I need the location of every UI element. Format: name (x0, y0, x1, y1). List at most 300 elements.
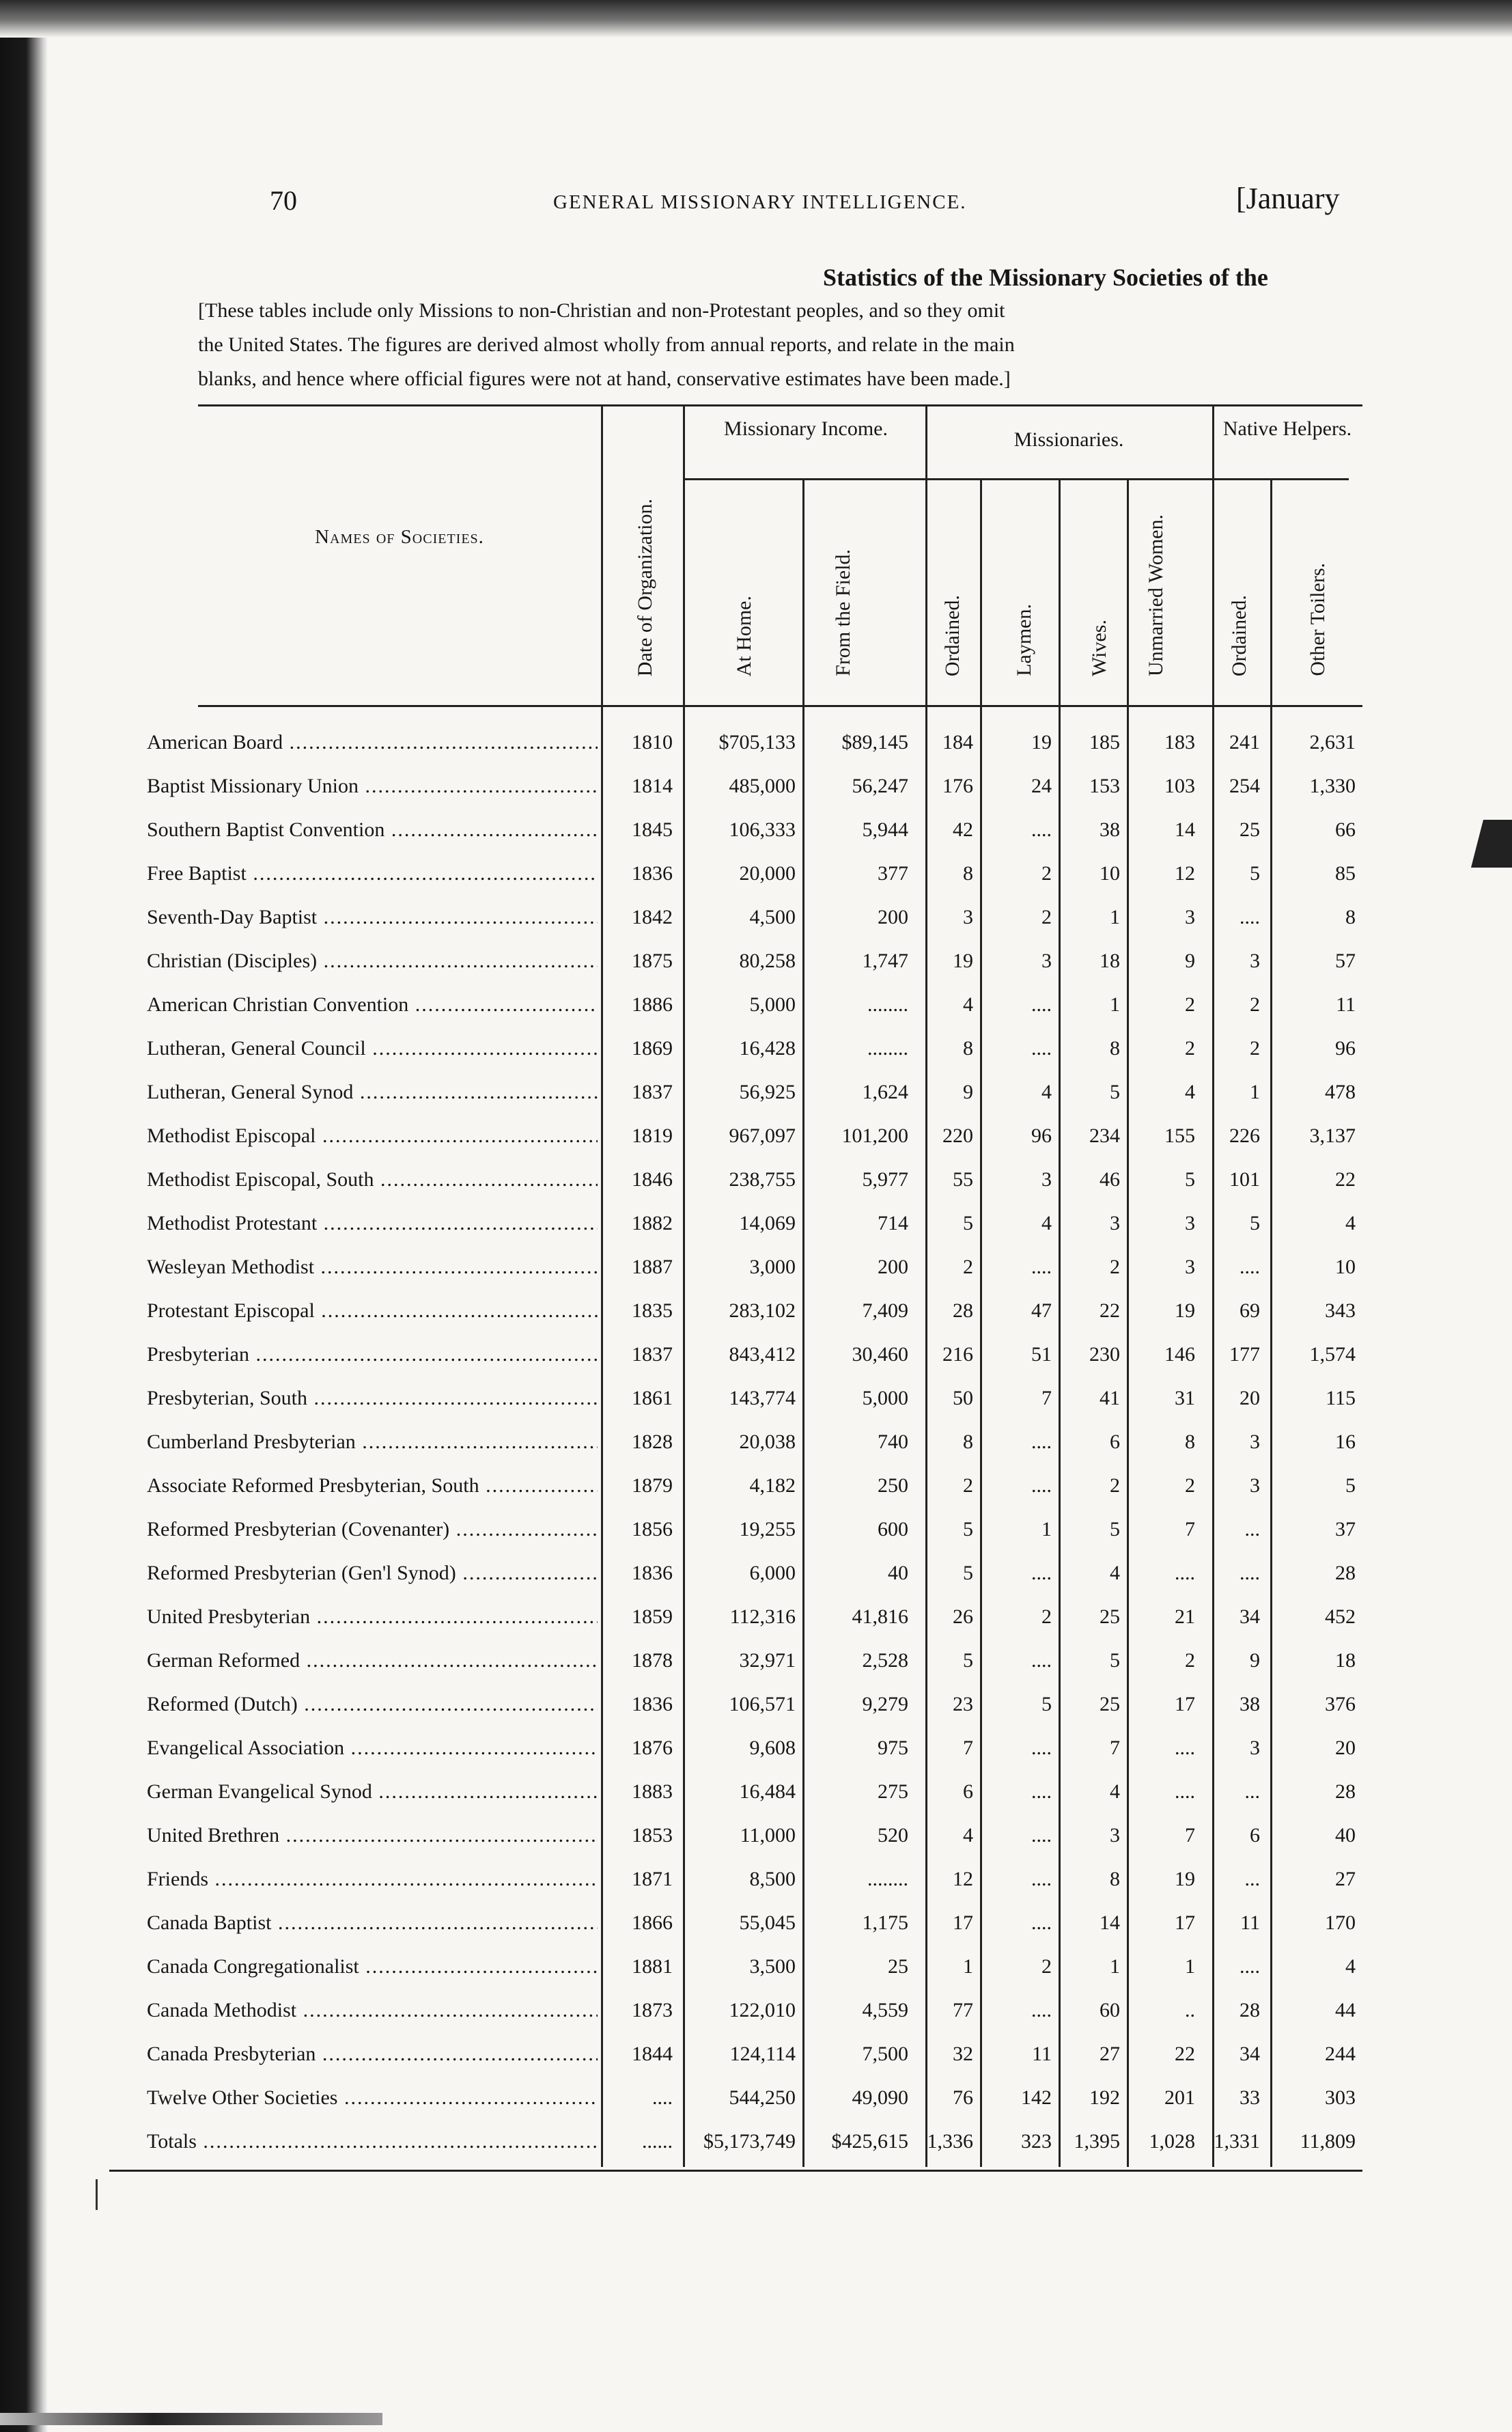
cell-wives: 153 (1089, 775, 1120, 797)
cell-society-name: American Board ..... (147, 731, 598, 754)
cell-ordained: 5 (963, 1518, 973, 1540)
cell-other-toilers: 40 (1335, 1824, 1356, 1847)
table-row (0, 1555, 1512, 1599)
cell-unmarried-women: 201 (1164, 2086, 1195, 2109)
cell-other-toilers: 57 (1335, 950, 1356, 972)
cell-ordained: 5 (963, 1212, 973, 1234)
totals-row (0, 2123, 1512, 2167)
cell-date: 1814 (632, 775, 673, 797)
cell-from-field: $89,145 (841, 731, 908, 754)
table-row (0, 1861, 1512, 1905)
cell-from-field: 49,090 (852, 2086, 908, 2109)
cell-laymen: .... (1031, 818, 1052, 841)
cell-other-toilers: 44 (1335, 1999, 1356, 2021)
cell-date: 1836 (632, 1693, 673, 1715)
cell-wives: 4 (1110, 1562, 1120, 1584)
cell-wives: 25 (1100, 1693, 1120, 1715)
cell-ordained: 77 (953, 1999, 973, 2021)
cell-from-field: 200 (878, 906, 908, 928)
cell-other-toilers: 1,574 (1309, 1343, 1356, 1366)
cell-wives: 27 (1100, 2043, 1120, 2065)
cell-laymen: 2 (1041, 1955, 1052, 1978)
cell-society-name: Wesleyan Methodist ..... (147, 1256, 598, 1279)
cell-society-name: American Christian Convention ..... (147, 993, 598, 1017)
cell-helpers-ordained: 9 (1250, 1649, 1260, 1672)
cell-society-name: Baptist Missionary Union ..... (147, 775, 598, 798)
cell-unmarried-women: 7 (1185, 1518, 1195, 1540)
table-row (0, 1205, 1512, 1249)
column-header-date: Date of Organization. (634, 498, 656, 676)
cell-wives: 2 (1110, 1256, 1120, 1278)
cell-society-name: Canada Congregationalist ..... (147, 1955, 598, 1978)
cell-society-name: Christian (Disciples) ..... (147, 950, 598, 973)
cell-other-toilers: 4 (1345, 1212, 1356, 1234)
table-row (0, 1905, 1512, 1948)
cell-date: 1887 (632, 1256, 673, 1278)
cell-ordained: 55 (953, 1168, 973, 1191)
cell-ordained: 28 (953, 1299, 973, 1322)
table-header-bottom-rule (198, 705, 1362, 707)
scan-bottom-edge (0, 2413, 382, 2425)
cell-from-field: 250 (878, 1474, 908, 1497)
cell-helpers-ordained: 177 (1229, 1343, 1260, 1366)
cell-other-toilers: 244 (1325, 2043, 1356, 2065)
cell-society-name: Free Baptist ..... (147, 862, 598, 885)
cell-at-home: 5,000 (749, 993, 796, 1016)
cell-at-home: 4,500 (749, 906, 796, 928)
cell-wives: 3 (1110, 1212, 1120, 1234)
cell-laymen: 4 (1041, 1081, 1052, 1103)
cell-other-toilers: 2,631 (1309, 731, 1356, 754)
cell-at-home: $705,133 (718, 731, 796, 754)
cell-other-toilers: 478 (1325, 1081, 1356, 1103)
cell-from-field: 975 (878, 1737, 908, 1759)
cell-from-field: 5,944 (862, 818, 908, 841)
table-row (0, 724, 1512, 768)
cell-unmarried-women: 183 (1164, 731, 1195, 754)
cell-date: 1883 (632, 1780, 673, 1803)
cell-society-name: Southern Baptist Convention ..... (147, 818, 598, 842)
cell-wives: 1 (1110, 993, 1120, 1016)
cell-society-name: German Evangelical Synod ..... (147, 1780, 598, 1804)
cell-laymen: 51 (1031, 1343, 1052, 1366)
cell-other-toilers: 343 (1325, 1299, 1356, 1322)
cell-at-home: 106,333 (729, 818, 796, 841)
cell-ordained: 176 (942, 775, 973, 797)
cell-unmarried-women: 103 (1164, 775, 1195, 797)
cell-unmarried-women: 2 (1185, 1474, 1195, 1497)
cell-at-home: $5,173,749 (703, 2130, 796, 2153)
cell-from-field: ........ (867, 993, 908, 1016)
column-rule (925, 406, 927, 2167)
cell-laymen: 96 (1031, 1124, 1052, 1147)
cell-unmarried-women: 3 (1185, 906, 1195, 928)
cell-wives: 230 (1089, 1343, 1120, 1366)
cell-other-toilers: 37 (1335, 1518, 1356, 1540)
column-rule (683, 406, 685, 2167)
cell-unmarried-women: 17 (1175, 1693, 1195, 1715)
column-header-field-wrap (816, 492, 871, 676)
cell-helpers-ordained: 241 (1229, 731, 1260, 754)
cell-date: 1886 (632, 993, 673, 1016)
cell-unmarried-women: 146 (1164, 1343, 1195, 1366)
cell-ordained: 8 (963, 1431, 973, 1453)
cell-wives: 192 (1089, 2086, 1120, 2109)
table-note (198, 294, 1359, 396)
cell-laymen: 3 (1041, 1168, 1052, 1191)
cell-date: 1828 (632, 1431, 673, 1453)
cell-from-field: 40 (888, 1562, 908, 1584)
cell-ordained: 19 (953, 950, 973, 972)
cell-unmarried-women: 31 (1175, 1387, 1195, 1409)
table-row (0, 1686, 1512, 1730)
cell-unmarried-women: 9 (1185, 950, 1195, 972)
cell-from-field: $425,615 (831, 2130, 908, 2153)
cell-laymen: .... (1031, 1037, 1052, 1060)
cell-laymen: .... (1031, 1562, 1052, 1584)
cell-date: 1853 (632, 1824, 673, 1847)
table-row (0, 1467, 1512, 1511)
cell-unmarried-women: 17 (1175, 1911, 1195, 1934)
cell-wives: 10 (1100, 862, 1120, 885)
cell-at-home: 544,250 (729, 2086, 796, 2109)
note-line-2: the United States. The figures are derived almost wholly from annual reports, and relate in the main (198, 333, 1015, 356)
cell-unmarried-women: 155 (1164, 1124, 1195, 1147)
cell-wives: 7 (1110, 1737, 1120, 1759)
cell-unmarried-women: 8 (1185, 1431, 1195, 1453)
cell-wives: 234 (1089, 1124, 1120, 1147)
cell-from-field: 56,247 (852, 775, 908, 797)
table-row (0, 812, 1512, 855)
table-row (0, 855, 1512, 899)
cell-society-name: United Brethren ..... (147, 1824, 598, 1847)
cell-date: 1866 (632, 1911, 673, 1934)
cell-other-toilers: 3,137 (1309, 1124, 1356, 1147)
cell-from-field: 1,624 (862, 1081, 908, 1103)
cell-date: 1859 (632, 1605, 673, 1628)
cell-laymen: 3 (1041, 950, 1052, 972)
cell-date: 1875 (632, 950, 673, 972)
cell-at-home: 9,608 (749, 1737, 796, 1759)
running-title: GENERAL MISSIONARY INTELLIGENCE. (553, 191, 967, 213)
cell-ordained: 2 (963, 1474, 973, 1497)
cell-laymen: 2 (1041, 1605, 1052, 1628)
cell-wives: 185 (1089, 731, 1120, 754)
cell-at-home: 106,571 (729, 1693, 796, 1715)
cell-society-name: Evangelical Association ..... (147, 1737, 598, 1760)
cell-date: 1837 (632, 1081, 673, 1103)
cell-date: 1845 (632, 818, 673, 841)
cell-unmarried-women: 1 (1185, 1955, 1195, 1978)
cell-unmarried-women: 19 (1175, 1868, 1195, 1890)
cell-other-toilers: 170 (1325, 1911, 1356, 1934)
cell-other-toilers: 10 (1335, 1256, 1356, 1278)
cell-at-home: 14,069 (739, 1212, 796, 1234)
cell-from-field: 600 (878, 1518, 908, 1540)
running-month: [January (1236, 182, 1340, 215)
column-header-other-toilers-wrap (1294, 492, 1342, 676)
cell-wives: 3 (1110, 1824, 1120, 1847)
cell-helpers-ordained: 101 (1229, 1168, 1260, 1191)
cell-from-field: 275 (878, 1780, 908, 1803)
cell-at-home: 32,971 (739, 1649, 796, 1672)
cell-date: 1836 (632, 862, 673, 885)
cell-ordained: 1,336 (927, 2130, 973, 2153)
table-row (0, 986, 1512, 1030)
cell-from-field: 520 (878, 1824, 908, 1847)
cell-helpers-ordained: 25 (1240, 818, 1260, 841)
cell-from-field: 4,559 (862, 1999, 908, 2021)
cell-society-name: Presbyterian ..... (147, 1343, 598, 1366)
cell-unmarried-women: 1,028 (1149, 2130, 1195, 2153)
cell-unmarried-women: 3 (1185, 1256, 1195, 1278)
cell-unmarried-women: 22 (1175, 2043, 1195, 2065)
cell-at-home: 283,102 (729, 1299, 796, 1322)
cell-unmarried-women: .. (1185, 1999, 1195, 2021)
cell-unmarried-women: 21 (1175, 1605, 1195, 1628)
cell-unmarried-women: 19 (1175, 1299, 1195, 1322)
cell-wives: 25 (1100, 1605, 1120, 1628)
cell-at-home: 16,484 (739, 1780, 796, 1803)
column-header-laymen: Laymen. (1013, 604, 1035, 676)
table-row (0, 1161, 1512, 1205)
cell-wives: 1 (1110, 906, 1120, 928)
cell-ordained: 26 (953, 1605, 973, 1628)
table-row (0, 2079, 1512, 2123)
cell-other-toilers: 28 (1335, 1562, 1356, 1584)
cell-helpers-ordained: .... (1240, 1955, 1260, 1978)
cell-laymen: .... (1031, 1649, 1052, 1672)
cell-other-toilers: 27 (1335, 1868, 1356, 1890)
cell-at-home: 485,000 (729, 775, 796, 797)
cell-helpers-ordained: 2 (1250, 1037, 1260, 1060)
cell-wives: 5 (1110, 1518, 1120, 1540)
cell-at-home: 19,255 (739, 1518, 796, 1540)
cell-laymen: 19 (1031, 731, 1052, 754)
cell-wives: 4 (1110, 1780, 1120, 1803)
cell-helpers-ordained: 6 (1250, 1824, 1260, 1847)
cell-society-name: Methodist Episcopal, South ..... (147, 1168, 598, 1191)
table-row (0, 1380, 1512, 1424)
column-header-home-wrap (720, 492, 768, 676)
cell-ordained: 32 (953, 2043, 973, 2065)
cell-laymen: 7 (1041, 1387, 1052, 1409)
column-header-wives-wrap (1076, 492, 1123, 676)
cell-ordained: 2 (963, 1256, 973, 1278)
cell-helpers-ordained: 5 (1250, 1212, 1260, 1234)
cell-helpers-ordained: ... (1244, 1518, 1260, 1540)
cell-laymen: 2 (1041, 906, 1052, 928)
column-header-laymen-wrap (1000, 492, 1048, 676)
cell-society-name: Reformed Presbyterian (Covenanter) ..... (147, 1518, 598, 1541)
cell-laymen: 5 (1041, 1693, 1052, 1715)
cell-society-name: Twelve Other Societies ..... (147, 2086, 598, 2110)
column-header-date-wrap (621, 400, 669, 676)
cell-ordained: 184 (942, 731, 973, 754)
cell-wives: 46 (1100, 1168, 1120, 1191)
cell-unmarried-women: 4 (1185, 1081, 1195, 1103)
column-header-from-field: From the Field. (832, 549, 854, 676)
cell-at-home: 3,500 (749, 1955, 796, 1978)
column-header-ordained: Ordained. (941, 594, 964, 676)
cell-society-name: Presbyterian, South ..... (147, 1387, 598, 1410)
cell-ordained: 9 (963, 1081, 973, 1103)
cell-from-field: 200 (878, 1256, 908, 1278)
table-title: Statistics of the Missionary Societies of the (823, 264, 1268, 291)
cell-laymen: .... (1031, 1737, 1052, 1759)
table-row (0, 1118, 1512, 1161)
cell-ordained: 5 (963, 1649, 973, 1672)
column-header-helpers-ordained: Ordained. (1228, 594, 1250, 676)
cell-at-home: 3,000 (749, 1256, 796, 1278)
cell-wives: 5 (1110, 1081, 1120, 1103)
column-group-helpers: Native Helpers. (1222, 417, 1352, 440)
cell-unmarried-women: .... (1175, 1737, 1195, 1759)
column-group-missionaries: Missionaries. (1013, 428, 1124, 451)
cell-unmarried-women: 12 (1175, 862, 1195, 885)
cell-wives: 38 (1100, 818, 1120, 841)
cell-laymen: .... (1031, 1911, 1052, 1934)
cell-society-name: Lutheran, General Council ..... (147, 1037, 598, 1060)
column-header-names: Names of Societies. (315, 526, 484, 548)
cell-other-toilers: 452 (1325, 1605, 1356, 1628)
cell-helpers-ordained: 33 (1240, 2086, 1260, 2109)
cell-from-field: ........ (867, 1037, 908, 1060)
cell-at-home: 56,925 (739, 1081, 796, 1103)
table-row (0, 1599, 1512, 1642)
page-number: 70 (270, 185, 297, 216)
cell-other-toilers: 96 (1335, 1037, 1356, 1060)
cell-at-home: 8,500 (749, 1868, 796, 1890)
cell-date: 1810 (632, 731, 673, 754)
helpers-group-rule (1212, 478, 1349, 480)
cell-laymen: 4 (1041, 1212, 1052, 1234)
cell-other-toilers: 4 (1345, 1955, 1356, 1978)
cell-at-home: 112,316 (729, 1605, 796, 1628)
cell-ordained: 220 (942, 1124, 973, 1147)
cell-helpers-ordained: 69 (1240, 1299, 1260, 1322)
cell-date: 1819 (632, 1124, 673, 1147)
column-rule (601, 406, 603, 2167)
cell-at-home: 124,114 (729, 2043, 796, 2065)
cell-other-toilers: 11 (1336, 993, 1356, 1016)
column-header-unmarried-women: Unmarried Women. (1145, 514, 1167, 676)
column-rule (802, 478, 804, 2167)
missionaries-group-rule (925, 478, 1212, 480)
cell-laymen: .... (1031, 1780, 1052, 1803)
table-row (0, 1336, 1512, 1380)
cell-wives: 1 (1110, 1955, 1120, 1978)
cell-society-name: Associate Reformed Presbyterian, South ..... (147, 1474, 598, 1497)
cell-helpers-ordained: .... (1240, 1562, 1260, 1584)
cell-ordained: 23 (953, 1693, 973, 1715)
cell-helpers-ordained: .... (1240, 1256, 1260, 1278)
cell-ordained: 76 (953, 2086, 973, 2109)
table-row (0, 1948, 1512, 1992)
cell-society-name: Reformed (Dutch) ..... (147, 1693, 598, 1716)
cell-unmarried-women: 2 (1185, 993, 1195, 1016)
cell-ordained: 7 (963, 1737, 973, 1759)
cell-helpers-ordained: 3 (1250, 950, 1260, 972)
cell-date: 1836 (632, 1562, 673, 1584)
cell-from-field: 5,000 (862, 1387, 908, 1409)
column-rule (1270, 478, 1272, 2167)
table-row (0, 1773, 1512, 1817)
cell-helpers-ordained: 254 (1229, 775, 1260, 797)
table-row (0, 943, 1512, 986)
cell-ordained: 42 (953, 818, 973, 841)
cell-helpers-ordained: 34 (1240, 1605, 1260, 1628)
cell-at-home: 143,774 (729, 1387, 796, 1409)
cell-from-field: 30,460 (852, 1343, 908, 1366)
cell-ordained: 3 (963, 906, 973, 928)
cell-at-home: 122,010 (729, 1999, 796, 2021)
cell-ordained: 8 (963, 862, 973, 885)
table-row (0, 1030, 1512, 1074)
cell-date: 1856 (632, 1518, 673, 1540)
cell-laymen: .... (1031, 1256, 1052, 1278)
cell-other-toilers: 66 (1335, 818, 1356, 841)
cell-society-name: Protestant Episcopal ..... (147, 1299, 598, 1323)
table-row (0, 899, 1512, 943)
cell-wives: 18 (1100, 950, 1120, 972)
table-row (0, 1074, 1512, 1118)
cell-at-home: 20,000 (739, 862, 796, 885)
cell-from-field: 25 (888, 1955, 908, 1978)
cell-unmarried-women: 2 (1185, 1037, 1195, 1060)
cell-other-toilers: 8 (1345, 906, 1356, 928)
column-rule (1059, 478, 1061, 2167)
note-line-1: [These tables include only Missions to non-Christian and non-Protestant peoples, and so they omit (198, 299, 1005, 322)
cell-laymen: .... (1031, 1474, 1052, 1497)
cell-date: 1881 (632, 1955, 673, 1978)
cell-other-toilers: 5 (1345, 1474, 1356, 1497)
cell-unmarried-women: 7 (1185, 1824, 1195, 1847)
cell-date: 1837 (632, 1343, 673, 1366)
cell-helpers-ordained: 2 (1250, 993, 1260, 1016)
cell-ordained: 8 (963, 1037, 973, 1060)
cell-from-field: 7,409 (862, 1299, 908, 1322)
cell-from-field: 2,528 (862, 1649, 908, 1672)
scan-top-edge (0, 0, 1512, 38)
cell-other-toilers: 376 (1325, 1693, 1356, 1715)
cell-laymen: 11 (1032, 2043, 1052, 2065)
table-row (0, 1293, 1512, 1336)
cell-ordained: 4 (963, 1824, 973, 1847)
cell-helpers-ordained: 1 (1250, 1081, 1260, 1103)
cell-from-field: 714 (878, 1212, 908, 1234)
cell-society-name: Friends ..... (147, 1868, 598, 1891)
cell-unmarried-women: 3 (1185, 1212, 1195, 1234)
cell-helpers-ordained: 226 (1229, 1124, 1260, 1147)
cell-at-home: 16,428 (739, 1037, 796, 1060)
cell-laymen: 142 (1021, 2086, 1052, 2109)
cell-society-name: Canada Methodist ..... (147, 1999, 598, 2022)
cell-from-field: 5,977 (862, 1168, 908, 1191)
cell-from-field: 101,200 (841, 1124, 908, 1147)
cell-laymen: .... (1031, 1431, 1052, 1453)
table-bottom-rule (109, 2170, 1362, 2172)
table-top-rule (198, 404, 1362, 406)
cell-society-name: Totals ..... (147, 2130, 598, 2153)
cell-ordained: 1 (963, 1955, 973, 1978)
cell-from-field: 41,816 (852, 1605, 908, 1628)
cell-helpers-ordained: 11 (1240, 1911, 1260, 1934)
cell-laymen: .... (1031, 1999, 1052, 2021)
cell-society-name: Lutheran, General Synod ..... (147, 1081, 598, 1104)
table-row (0, 1511, 1512, 1555)
cell-wives: 5 (1110, 1649, 1120, 1672)
